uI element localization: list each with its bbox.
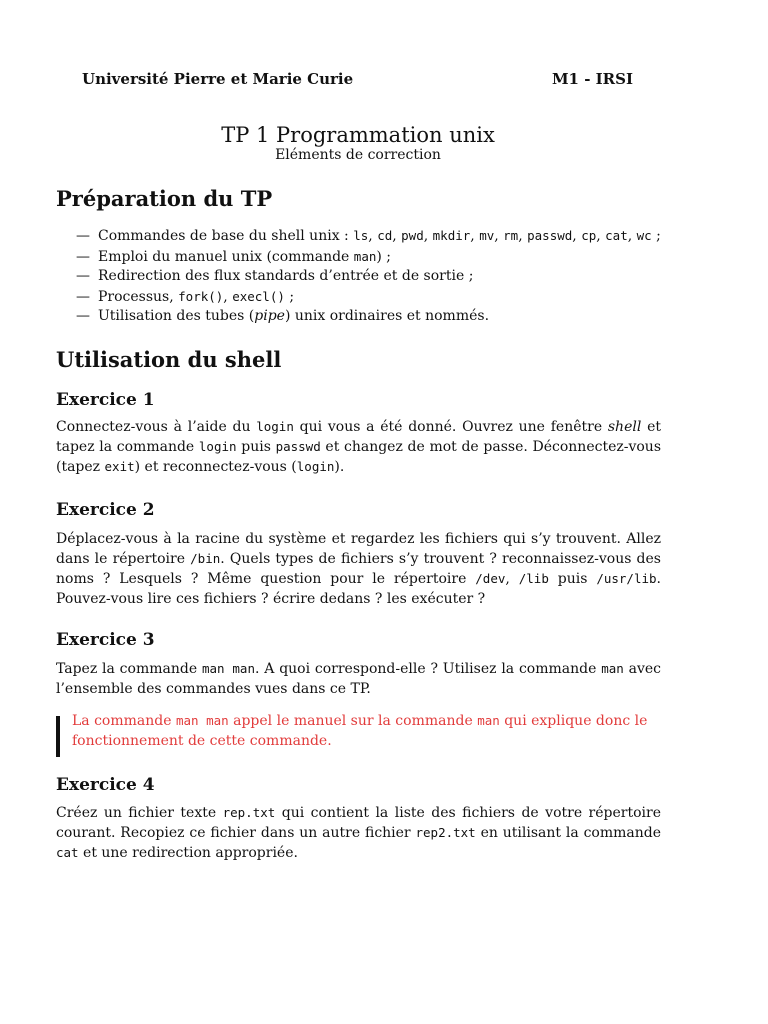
exercise-3-heading: Exercice 3 — [56, 630, 155, 650]
correction-note-text: La commande man man appel le manuel sur la commande man qui explique donc le fonctionnement de cette commande. — [72, 713, 648, 749]
exercise-2-heading: Exercice 2 — [56, 500, 155, 520]
university-name: Université Pierre et Marie Curie — [82, 70, 354, 88]
exercise-4-heading: Exercice 4 — [56, 775, 155, 795]
exercise-3-text: Tapez la commande man man. A quoi correspond-elle ? Utilisez la commande man avec l’ensemble des commandes vues dans ce TP. — [56, 661, 661, 697]
note-bar — [56, 716, 60, 757]
section-heading-shell: Utilisation du shell — [56, 347, 282, 372]
list-item: — Redirection des flux standards d’entrée et de sortie ; — [76, 268, 474, 284]
document-subtitle: Eléments de correction — [275, 147, 441, 163]
exercise-4-text: Créez un fichier texte rep.txt qui contient la liste des fichiers de votre répertoire courant. Recopiez ce fichier dans un autre fichier rep2.txt en utilisant la commande cat et une redirection appropriée. — [56, 805, 661, 861]
exercise-2-text: Déplacez-vous à la racine du système et regardez les fichiers qui s’y trouvent. Allez dans le répertoire /bin. Quels types de fichiers s’y trouvent ? reconnaissez-vous des noms ? Lesquels ? Même question pour le répertoire /dev, /lib puis /usr/lib. Pouvez-vous lire ces fichiers ? écrire dedans ? les exécuter ? — [56, 531, 661, 607]
list-item: — Utilisation des tubes (pipe) unix ordinaires et nommés. — [76, 308, 490, 324]
list-item: — Emploi du manuel unix (commande man) ; — [76, 248, 392, 265]
exercise-1-heading: Exercice 1 — [56, 390, 155, 410]
exercise-1-text: Connectez-vous à l’aide du login qui vous a été donné. Ouvrez une fenêtre shell et tapez la commande login puis passwd et changez de mot de passe. Déconnectez-vous (tapez exit) et reconnectez-vous (login). — [56, 419, 661, 475]
list-item: — Commandes de base du shell unix : ls, cd, pwd, mkdir, mv, rm, passwd, cp, cat, wc ; — [76, 228, 661, 244]
course-code: M1 - IRSI — [551, 70, 633, 88]
preparation-list — [76, 226, 661, 327]
document-title: TP 1 Programmation unix — [221, 123, 495, 147]
section-heading-preparation: Préparation du TP — [56, 186, 273, 211]
list-item: — Processus, fork(), execl() ; — [76, 288, 295, 305]
